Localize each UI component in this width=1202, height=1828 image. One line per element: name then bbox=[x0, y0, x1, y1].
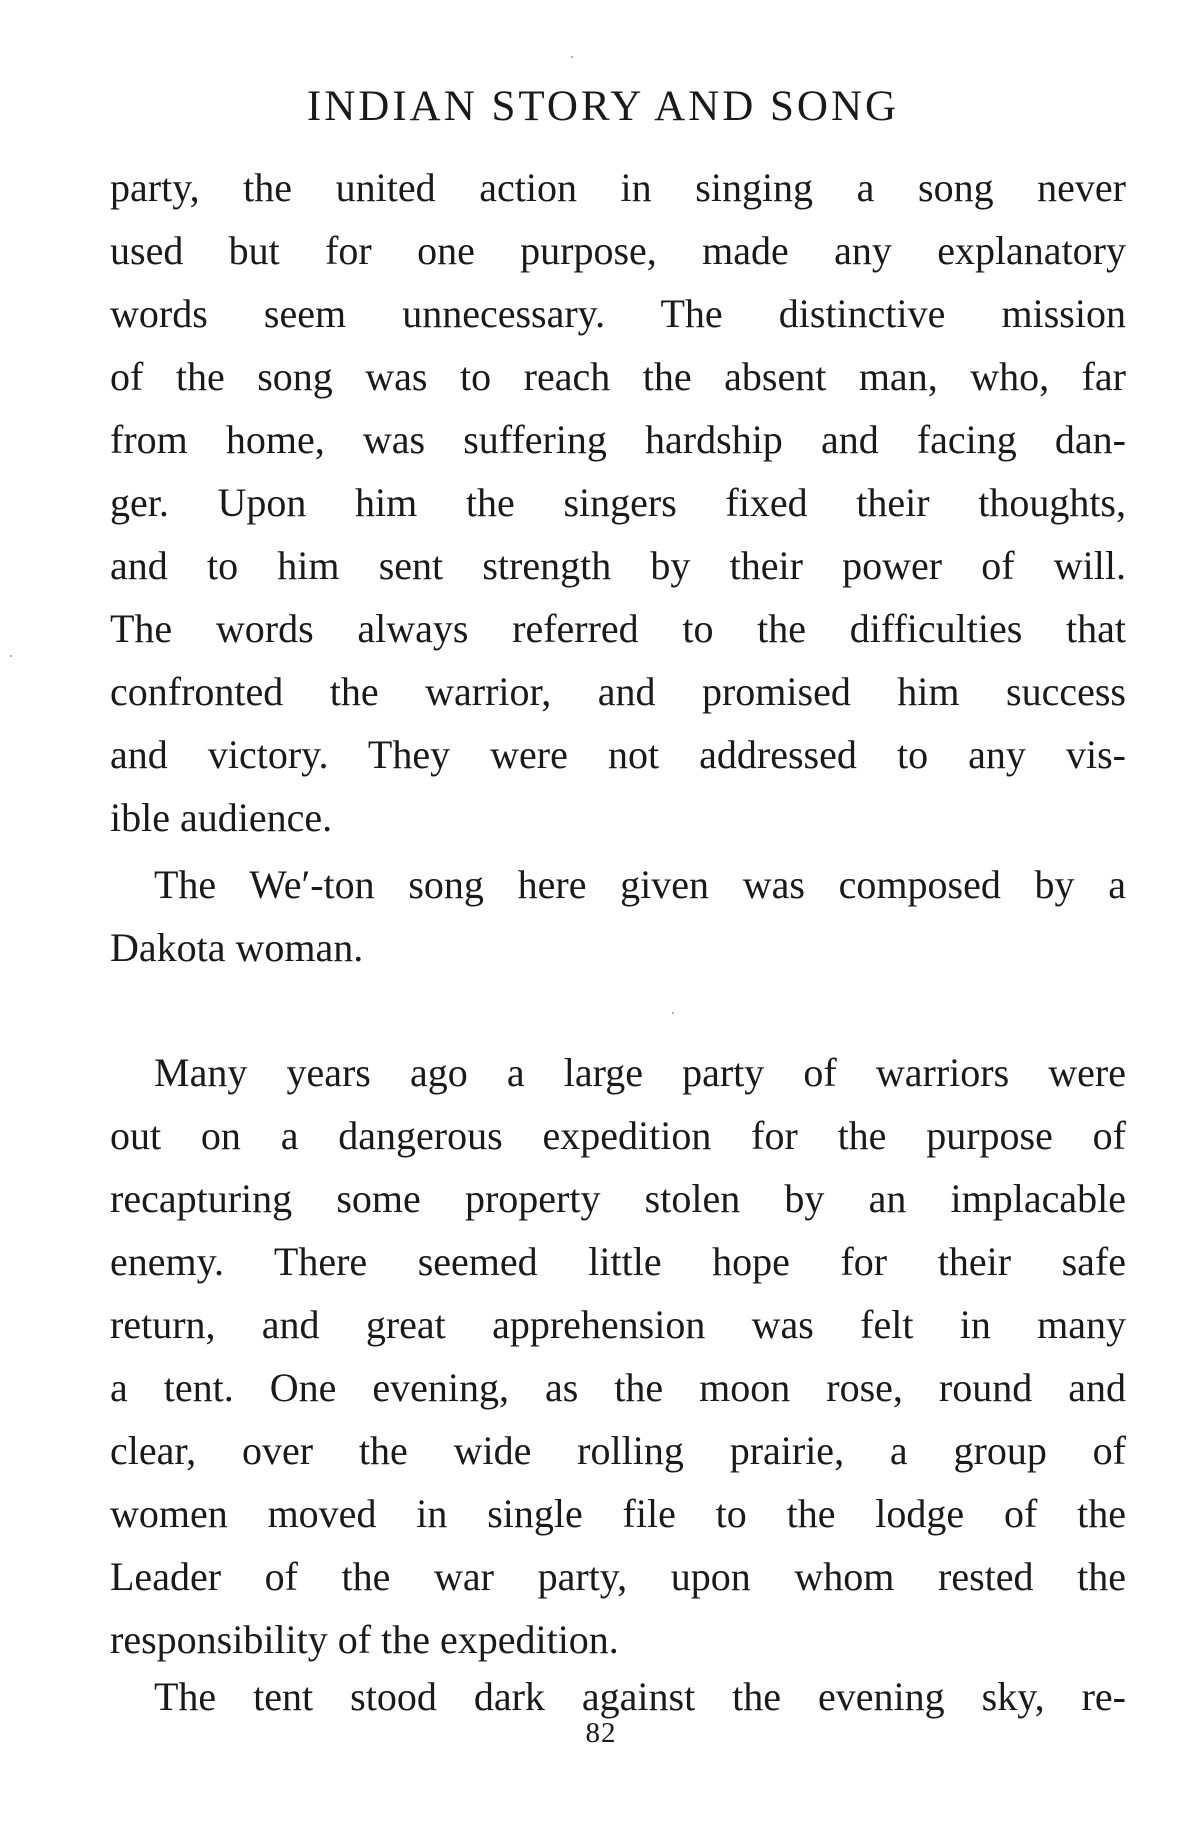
text-line: The We′-ton song here given was composed by a bbox=[154, 862, 1126, 907]
text-line: used but for one purpose, made any explanatory bbox=[110, 228, 1126, 273]
text-line: clear, over the wide rolling prairie, a group of bbox=[110, 1428, 1126, 1473]
text-line: enemy. There seemed little hope for their safe bbox=[110, 1239, 1126, 1284]
text-line: words seem unnecessary. The distinctive mission bbox=[110, 291, 1126, 336]
text-line: a tent. One evening, as the moon rose, round and bbox=[110, 1365, 1126, 1410]
text-line: recapturing some property stolen by an implacable bbox=[110, 1176, 1126, 1221]
text-line: of the song was to reach the absent man, who, far bbox=[110, 354, 1126, 399]
text-line: from home, was suffering hardship and facing dan- bbox=[110, 417, 1126, 462]
page-number: 82 bbox=[585, 1717, 617, 1749]
print-speck bbox=[10, 655, 12, 657]
text-line: Dakota woman. bbox=[110, 925, 364, 970]
text-line: Leader of the war party, upon whom rested the bbox=[110, 1554, 1126, 1599]
text-line: and to him sent strength by their power of will. bbox=[110, 543, 1126, 588]
text-line: ible audience. bbox=[110, 795, 333, 840]
paragraph-party-song-mission bbox=[110, 156, 1126, 849]
text-line: The tent stood dark against the evening sky, re- bbox=[154, 1674, 1126, 1719]
text-line: party, the united action in singing a song never bbox=[110, 165, 1126, 210]
paragraph-warriors-expedition bbox=[110, 1041, 1126, 1671]
text-line: ger. Upon him the singers fixed their thoughts, bbox=[110, 480, 1126, 525]
text-line: The words always referred to the difficulties that bbox=[110, 606, 1126, 651]
text-line: out on a dangerous expedition for the purpose of bbox=[110, 1113, 1126, 1158]
paragraph-weton-song bbox=[110, 853, 1126, 979]
print-speck bbox=[571, 56, 573, 58]
text-line: women moved in single file to the lodge of the bbox=[110, 1491, 1126, 1536]
running-head: INDIAN STORY AND SONG bbox=[306, 83, 900, 130]
text-line: Many years ago a large party of warriors were bbox=[154, 1050, 1126, 1095]
print-speck bbox=[672, 1012, 674, 1014]
text-line: and victory. They were not addressed to any vis- bbox=[110, 732, 1126, 777]
text-line: confronted the warrior, and promised him success bbox=[110, 669, 1126, 714]
text-line: return, and great apprehension was felt in many bbox=[110, 1302, 1126, 1347]
text-line: responsibility of the expedition. bbox=[110, 1617, 619, 1662]
